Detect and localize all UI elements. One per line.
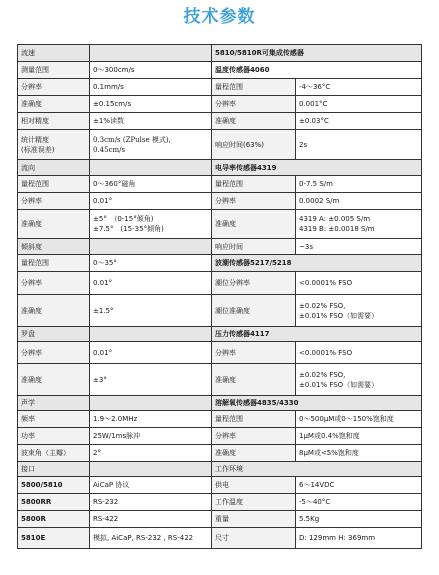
section-title-interface: 接口 xyxy=(18,462,90,477)
section-title-wave-tide: 波潮传感器5217/5218 xyxy=(212,255,422,272)
row-label: 量程范围 xyxy=(212,411,296,428)
row-value: ±0.15cm/s xyxy=(90,96,212,113)
row-value: RS-232 xyxy=(90,494,212,511)
row-value: 0～300cm/s xyxy=(90,62,212,79)
table-row xyxy=(18,79,422,96)
table-row xyxy=(18,411,422,428)
value-line: 4319 B: ±0.0018 S/m xyxy=(299,225,375,233)
row-value: 6～14VDC xyxy=(296,477,422,494)
row-value: D: 129mm H: 369mm xyxy=(296,528,422,549)
row-value: 模拟, AiCaP, RS-232 , RS-422 xyxy=(90,528,212,549)
row-label: 响应时间 xyxy=(212,239,296,255)
row-label: 工作温度 xyxy=(212,494,296,511)
row-label: 相对精度 xyxy=(18,113,90,130)
value-line: ±0.02% FSO, xyxy=(299,370,346,379)
section-title-compass: 罗盘 xyxy=(18,327,90,342)
section-title-environment: 工作环境 xyxy=(212,462,422,477)
row-label: 潮位分辨率 xyxy=(212,272,296,295)
section-filler xyxy=(90,327,212,342)
section-filler xyxy=(90,45,212,62)
row-value xyxy=(296,295,422,327)
row-value: 1.9～2.0MHz xyxy=(90,411,212,428)
row-value: 0.01° xyxy=(90,193,212,210)
table-row xyxy=(18,428,422,445)
row-label: 准确度 xyxy=(18,364,90,396)
row-value: ±0.03°C xyxy=(296,113,422,130)
table-row xyxy=(18,342,422,364)
row-value xyxy=(90,130,212,160)
section-filler xyxy=(90,396,212,411)
section-title-tilt: 倾斜度 xyxy=(18,239,90,255)
row-label: 5810E xyxy=(18,528,90,549)
row-value: 5.5Kg xyxy=(296,511,422,528)
section-filler xyxy=(90,239,212,255)
row-value: 2° xyxy=(90,445,212,462)
row-value: RS-422 xyxy=(90,511,212,528)
row-label: 准确度 xyxy=(212,364,296,396)
section-title-flow: 流速 xyxy=(18,45,90,62)
row-label: 分辨率 xyxy=(212,96,296,113)
row-value xyxy=(90,210,212,239)
row-label: 频率 xyxy=(18,411,90,428)
row-value: 0.0002 S/m xyxy=(296,193,422,210)
table-row xyxy=(18,239,422,255)
row-value xyxy=(296,210,422,239)
row-label: 5800RR xyxy=(18,494,90,511)
table-row xyxy=(18,528,422,549)
table-row xyxy=(18,113,422,130)
table-row xyxy=(18,130,422,160)
row-label: 重量 xyxy=(212,511,296,528)
row-label: 分辨率 xyxy=(212,342,296,364)
row-label: 响应时间(63%) xyxy=(212,130,296,160)
row-value: 0-7.5 S/m xyxy=(296,176,422,193)
row-value: ±1.5° xyxy=(90,295,212,327)
row-label: 准确度 xyxy=(212,113,296,130)
section-title-pressure: 压力传感器4117 xyxy=(212,327,422,342)
table-row xyxy=(18,176,422,193)
row-label: 5800R xyxy=(18,511,90,528)
table-row xyxy=(18,62,422,79)
row-value: ~3s xyxy=(296,239,422,255)
row-value: ±1%读数 xyxy=(90,113,212,130)
value-line: ±0.01% FSO（如需要） xyxy=(299,311,379,320)
row-label: 供电 xyxy=(212,477,296,494)
row-value: 1μM或0.4%饱和度 xyxy=(296,428,422,445)
page-title: 技术参数 xyxy=(183,7,256,27)
table-row xyxy=(18,396,422,411)
table-row xyxy=(18,295,422,327)
row-value: 0～35° xyxy=(90,255,212,272)
row-value: 0～360°磁角 xyxy=(90,176,212,193)
row-value: 0.01° xyxy=(90,272,212,295)
row-value xyxy=(296,364,422,396)
section-title-oxygen: 溶解氧传感器4835/4330 xyxy=(212,396,422,411)
row-label: 准确度 xyxy=(212,445,296,462)
table-row xyxy=(18,494,422,511)
value-line: 0.3cm/s (ZPulse 模式), xyxy=(93,135,171,144)
row-value: -5～40°C xyxy=(296,494,422,511)
table-row xyxy=(18,445,422,462)
section-filler xyxy=(90,160,212,176)
table-row xyxy=(18,160,422,176)
table-row xyxy=(18,327,422,342)
value-line: ±7.5° (15-35°倾角) xyxy=(93,225,164,233)
row-value: 8μM或<5%饱和度 xyxy=(296,445,422,462)
row-label: 分辨率 xyxy=(18,272,90,295)
row-label: 量程范围 xyxy=(212,79,296,96)
row-value: -4～36°C xyxy=(296,79,422,96)
row-label: 分辨率 xyxy=(18,193,90,210)
row-label: 功率 xyxy=(18,428,90,445)
row-label: 准确度 xyxy=(18,295,90,327)
section-title-direction: 流向 xyxy=(18,160,90,176)
value-line: ±5° （0-15°倾角) xyxy=(93,215,154,223)
table-row xyxy=(18,255,422,272)
table-row xyxy=(18,272,422,295)
section-title-sensors: 5810/5810R可集成传感器 xyxy=(212,45,422,62)
row-label xyxy=(18,130,90,160)
table-row xyxy=(18,462,422,477)
value-line: 4319 A: ±0.005 S/m xyxy=(299,215,371,223)
row-label: 准确度 xyxy=(18,96,90,113)
row-label: 波束角（主瓣） xyxy=(18,445,90,462)
row-value: 0.001°C xyxy=(296,96,422,113)
section-title-acoustic: 声学 xyxy=(18,396,90,411)
row-label: 5800/5810 xyxy=(18,477,90,494)
table-row xyxy=(18,364,422,396)
table-row xyxy=(18,96,422,113)
table-row xyxy=(18,45,422,62)
row-label: 量程范围 xyxy=(18,255,90,272)
subsection-title: 温度传感器4060 xyxy=(212,62,422,79)
row-label: 准确度 xyxy=(212,210,296,239)
table-row xyxy=(18,477,422,494)
row-label: 分辨率 xyxy=(212,428,296,445)
row-value: <0.0001% FSO xyxy=(296,342,422,364)
row-label: 潮位准确度 xyxy=(212,295,296,327)
label-line: 统计精度 xyxy=(21,135,49,144)
row-value: 2s xyxy=(296,130,422,160)
row-value: 0.01° xyxy=(90,342,212,364)
value-line: ±0.02% FSO, xyxy=(299,301,346,310)
row-label: 测量范围 xyxy=(18,62,90,79)
section-title-conductivity: 电导率传感器4319 xyxy=(212,160,422,176)
row-label: 尺寸 xyxy=(212,528,296,549)
row-value: ±3° xyxy=(90,364,212,396)
row-label: 准确度 xyxy=(18,210,90,239)
row-label: 分辨率 xyxy=(18,342,90,364)
value-line: 0.45cm/s xyxy=(93,145,126,154)
row-value: AiCaP 协议 xyxy=(90,477,212,494)
row-value: 25W/1ms脉冲 xyxy=(90,428,212,445)
table-row xyxy=(18,511,422,528)
row-label: 量程范围 xyxy=(212,176,296,193)
row-label: 分辨率 xyxy=(212,193,296,210)
row-value: 0.1mm/s xyxy=(90,79,212,96)
row-label: 量程范围 xyxy=(18,176,90,193)
row-label: 分辨率 xyxy=(18,79,90,96)
section-filler xyxy=(90,462,212,477)
table-row xyxy=(18,210,422,239)
spec-table xyxy=(17,44,422,549)
label-line: (标准误差) xyxy=(21,145,55,154)
row-value: 0～500μM或0～150%饱和度 xyxy=(296,411,422,428)
table-row xyxy=(18,193,422,210)
value-line: ±0.01% FSO（如需要） xyxy=(299,380,379,389)
row-value: <0.0001% FSO xyxy=(296,272,422,295)
